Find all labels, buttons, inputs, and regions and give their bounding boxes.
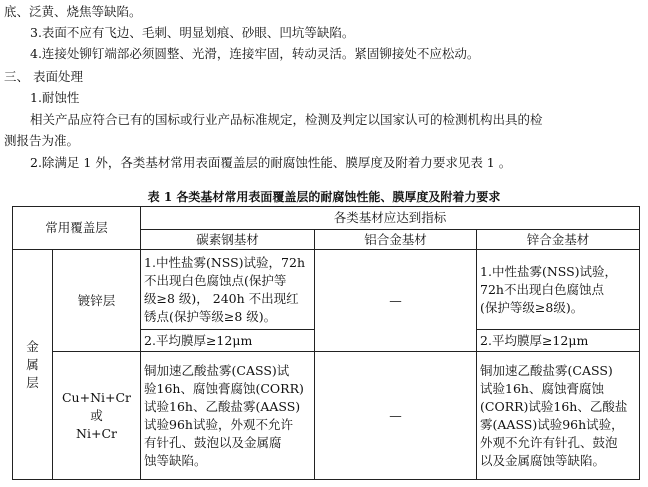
table-row bbox=[13, 250, 640, 330]
header-coating-type: 常用覆盖层 bbox=[13, 207, 141, 250]
aluminum-cu-ni-cr-value: — bbox=[315, 352, 477, 480]
paragraph-line: 3.表面不应有飞边、毛刺、明显划痕、砂眼、凹坑等缺陷。 bbox=[30, 25, 355, 40]
zinc-galvanized-salt-spray: 1.中性盐雾(NSS)试验， 72h不出现白色腐蚀点 (保护等级≥8级)。 bbox=[477, 250, 640, 330]
subsection-heading: 1.耐蚀性 bbox=[30, 90, 80, 105]
layer-name-galvanized: 镀锌层 bbox=[53, 250, 141, 352]
carbon-galvanized-salt-spray: 1.中性盐雾(NSS)试验，72h 不出现白色腐蚀点(保护等 级≥8 级)， 240h 不出现红 锈点(保护等级≥8 级)。 bbox=[141, 250, 315, 330]
paragraph-line: 2.除满足 1 外，各类基材常用表面覆盖层的耐腐蚀性能、膜厚度及附着力要求见表 1 。 bbox=[30, 155, 512, 170]
requirements-table bbox=[12, 206, 640, 480]
zinc-cu-ni-cr-requirement: 铜加速乙酸盐雾(CASS) 试验16h、腐蚀膏腐蚀 (CORR)试验16h、乙酸盐 雾(AASS)试验96h试验， 外观不允许有针孔、鼓泡 以及金属腐蚀等缺陷。 bbox=[477, 352, 640, 480]
zinc-galvanized-thickness: 2.平均膜厚≥12μm bbox=[477, 330, 640, 352]
header-aluminum-alloy: 铝合金基材 bbox=[315, 230, 477, 250]
header-zinc-alloy: 锌合金基材 bbox=[477, 230, 640, 250]
paragraph-line: 4.连接处铆钉端部必须圆整、光滑，连接牢固，转动灵活。紧固铆接处不应松动。 bbox=[30, 46, 480, 61]
aluminum-galvanized-value: — bbox=[315, 250, 477, 352]
table-row bbox=[13, 352, 640, 480]
paragraph-line: 相关产品应符合已有的国标或行业产品标准规定，检测及判定以国家认可的检测机构出具的检 bbox=[30, 112, 543, 127]
paragraph-line: 测报告为准。 bbox=[4, 133, 80, 148]
metal-layer-label: 金 属 层 bbox=[13, 250, 53, 480]
carbon-galvanized-thickness: 2.平均膜厚≥12μm bbox=[141, 330, 315, 352]
carbon-cu-ni-cr-requirement: 铜加速乙酸盐雾(CASS)试 验16h、腐蚀膏腐蚀(CORR) 试验16h、乙酸盐雾(AASS) 试验96h试验，外观不允许 有针孔、鼓泡以及金属腐 蚀等缺陷。 bbox=[141, 352, 315, 480]
table-caption: 表 1 各类基材常用表面覆盖层的耐腐蚀性能、膜厚度及附着力要求 bbox=[147, 190, 501, 204]
header-carbon-steel: 碳素钢基材 bbox=[141, 230, 315, 250]
paragraph-line: 底、泛黄、烧焦等缺陷。 bbox=[4, 4, 142, 19]
layer-name-cu-ni-cr: Cu+Ni+Cr 或 Ni+Cr bbox=[53, 352, 141, 480]
table-header-row bbox=[13, 207, 640, 230]
section-heading: 三、 表面处理 bbox=[4, 69, 83, 84]
header-substrate-group: 各类基材应达到指标 bbox=[141, 207, 640, 230]
